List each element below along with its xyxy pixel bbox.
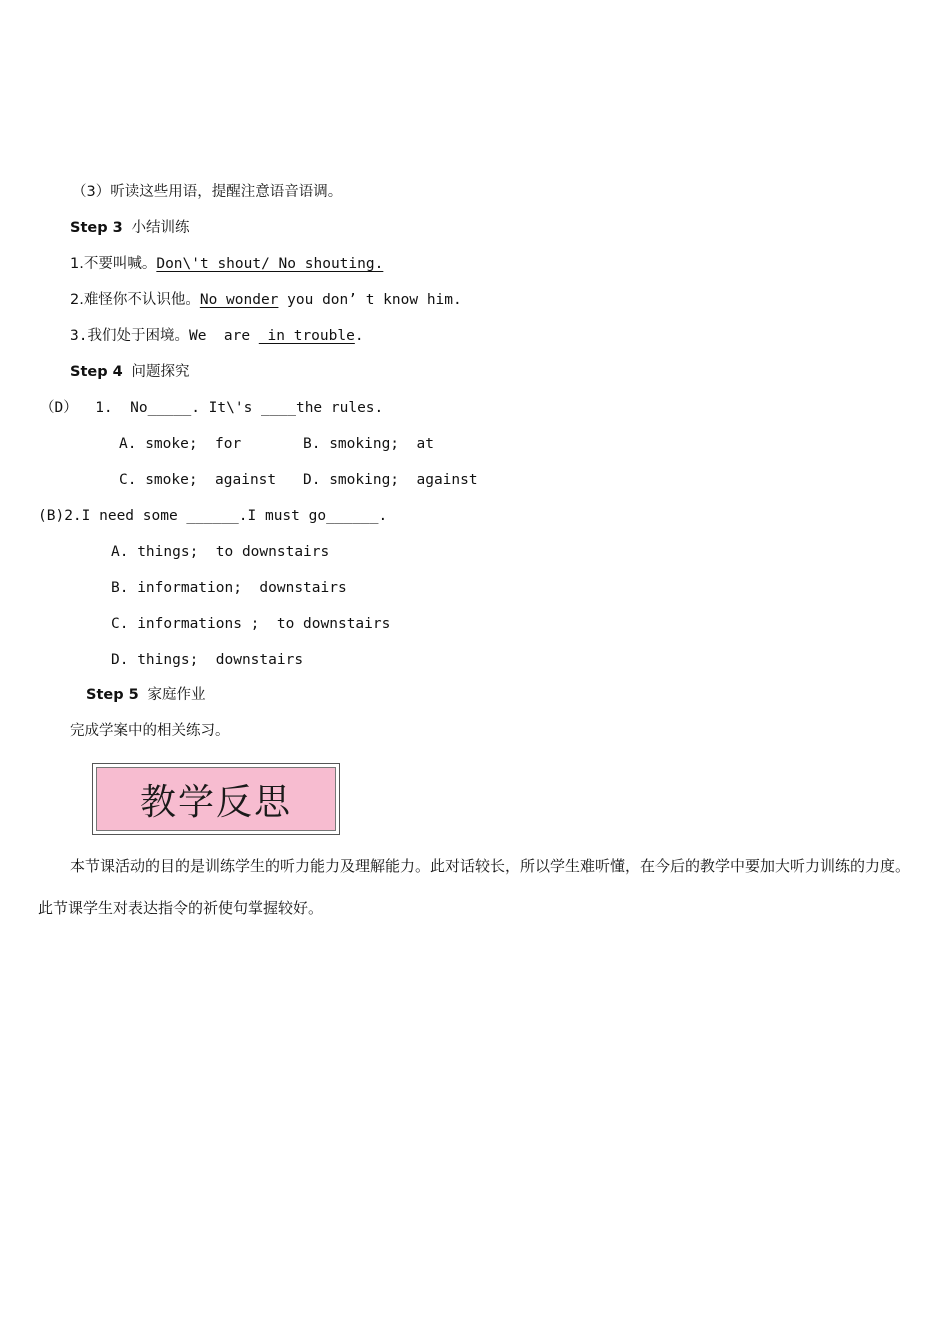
question-1-option-d: D. smoking; against: [303, 472, 478, 488]
step3-title: 小结训练: [131, 220, 190, 236]
question-2-option-c: C. informations ; to downstairs: [111, 616, 391, 632]
reflection-banner-inner: [96, 767, 336, 831]
summary-item-1-answer: Don\'t shout/ No shouting.: [156, 256, 384, 272]
summary-item-3-end: .: [354, 328, 364, 344]
step3-heading: [70, 218, 189, 238]
step4-title: 问题探究: [131, 364, 190, 380]
step3-label: Step 3: [70, 220, 123, 236]
summary-item-2: [70, 290, 462, 310]
reflection-paragraph: 本节课活动的目的是训练学生的听力能力及理解能力。此对话较长，所以学生难听懂，在今后的教学中要加大听力训练的力度。此节课学生对表达指令的祈使句掌握较好。: [38, 857, 911, 917]
question-1-option-b: B. smoking; at: [303, 436, 434, 452]
question-1-stem: （D） 1. No_____. It\'s ____the rules.: [40, 400, 384, 416]
step4-heading: [70, 362, 189, 382]
question-2-option-d: D. things; downstairs: [111, 652, 304, 668]
step4-label: Step 4: [70, 364, 123, 380]
question-2-option-b: B. information; downstairs: [111, 580, 347, 596]
question-2-option-a: A. things; to downstairs: [111, 544, 330, 560]
summary-item-2-answer: No wonder: [199, 292, 279, 308]
summary-item-2-rest: you don’ t know him.: [278, 292, 462, 308]
summary-item-1-prompt: 1.不要叫喊。: [70, 256, 157, 272]
question-2-stem: (B)2.I need some ______.I must go______.: [38, 508, 388, 524]
question-1-option-a: A. smoke; for: [119, 436, 242, 452]
step5-label: Step 5: [86, 687, 139, 703]
summary-item-3-prompt: 3.我们处于困境。We are: [70, 328, 259, 344]
instruction-line: （3）听读这些用语，提醒注意语音语调。: [72, 184, 343, 200]
homework-line: 完成学案中的相关练习。: [70, 723, 230, 739]
reflection-banner: [92, 763, 340, 835]
summary-item-2-prompt: 2.难怪你不认识他。: [70, 292, 200, 308]
step5-title: 家庭作业: [147, 687, 206, 703]
summary-item-3: [70, 326, 364, 346]
reflection-banner-title: 教学反思: [139, 781, 292, 823]
question-1-option-c: C. smoke; against: [119, 472, 277, 488]
step5-heading: [86, 685, 205, 705]
summary-item-3-answer: in trouble: [258, 328, 355, 344]
summary-item-1: [70, 254, 383, 274]
